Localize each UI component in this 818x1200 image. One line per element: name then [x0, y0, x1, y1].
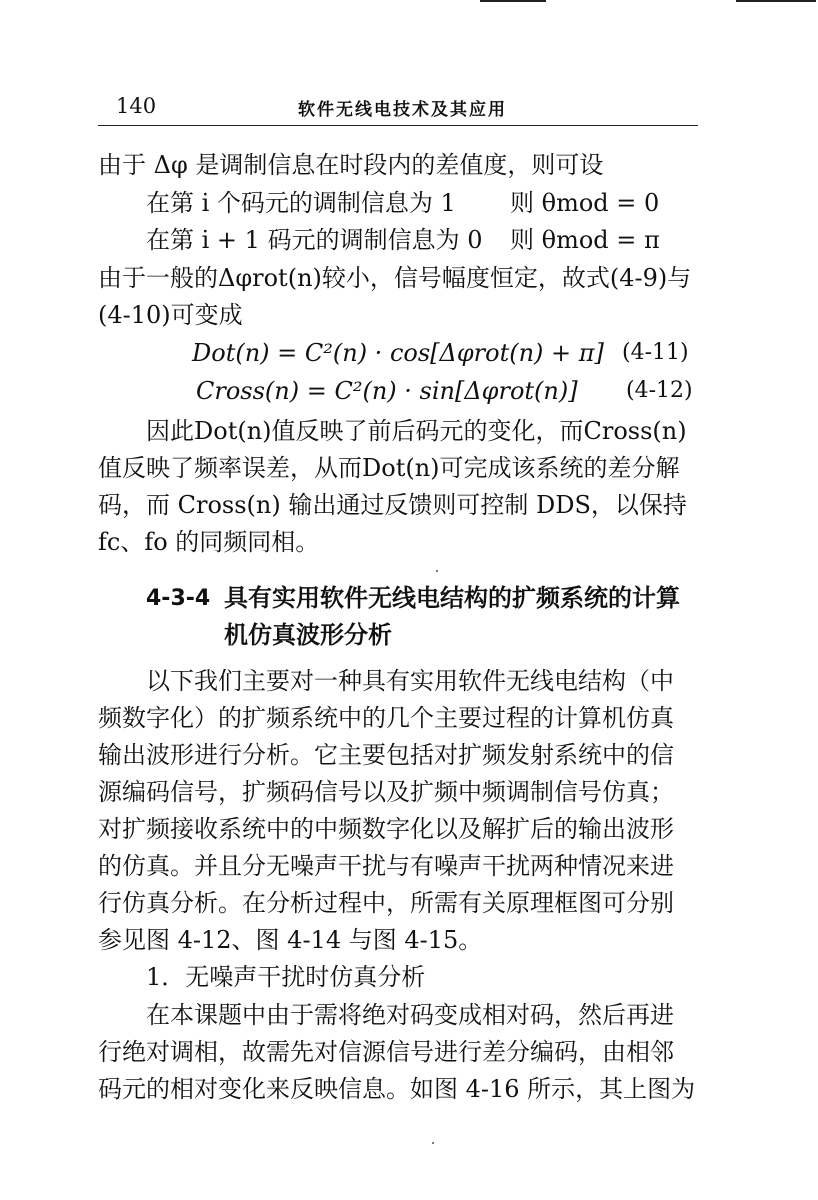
equation-number: (4-11) — [622, 340, 689, 365]
equation — [196, 376, 578, 406]
text-line: 因此Dot(n)值反映了前后码元的变化，而Cross(n) — [146, 417, 687, 445]
running-title: 软件无线电技术及其应用 — [298, 100, 507, 120]
equation-expression: Cross(n) = C²(n) · sin[Δφrot(n)] — [196, 377, 578, 405]
equation-number: (4-12) — [626, 378, 693, 403]
text-line: 行仿真分析。在分析过程中，所需有关原理框图可分别 — [98, 889, 674, 917]
scan-speck — [432, 1142, 434, 1144]
text-line: (4-10)可变成 — [98, 301, 243, 329]
text-line: 的仿真。并且分无噪声干扰与有噪声干扰两种情况来进 — [98, 852, 674, 880]
text-line: 行绝对调相，故需先对信源信号进行差分编码，由相邻 — [98, 1038, 674, 1066]
text-line: 由于 Δφ 是调制信息在时段内的差值度，则可设 — [98, 151, 604, 179]
equation — [192, 338, 604, 368]
text-line: 对扩频接收系统中的中频数字化以及解扩后的输出波形 — [98, 815, 674, 843]
text-line: 源编码信号，扩频码信号以及扩频中频调制信号仿真； — [98, 778, 674, 806]
section-number: 4-3-4 — [146, 586, 211, 611]
subheading: 1．无噪声干扰时仿真分析 — [146, 963, 426, 991]
text-line: 由于一般的Δφrot(n)较小，信号幅度恒定，故式(4-9)与 — [98, 264, 692, 292]
text-line: 码，而 Cross(n) 输出通过反馈则可控制 DDS，以保持 — [98, 491, 687, 519]
text-line: 值反映了频率误差，从而Dot(n)可完成该系统的差分解 — [98, 454, 680, 482]
scan-mark — [480, 0, 546, 2]
section-title: 具有实用软件无线电结构的扩频系统的计算 — [224, 584, 680, 612]
text-line: fc、fo 的同频同相。 — [98, 528, 320, 556]
page-header — [98, 92, 698, 122]
text-line: 输出波形进行分析。它主要包括对扩频发射系统中的信 — [98, 741, 674, 769]
text-line: 参见图 4-12、图 4-14 与图 4-15。 — [98, 926, 483, 954]
page-number: 140 — [116, 94, 157, 118]
text-line: 在本课题中由于需将绝对码变成相对码，然后再进 — [146, 1001, 674, 1029]
text-line: 则 θmod = π — [510, 226, 660, 254]
equation-expression: Dot(n) = C²(n) · cos[Δφrot(n) + π] — [192, 339, 604, 367]
text-line: 码元的相对变化来反映信息。如图 4-16 所示，其上图为 — [98, 1075, 696, 1103]
text-line: 在第 i 个码元的调制信息为 1 — [146, 189, 456, 217]
text-line: 则 θmod = 0 — [510, 189, 660, 217]
scan-mark — [736, 0, 816, 2]
scan-speck — [436, 570, 438, 572]
text-line: 以下我们主要对一种具有实用软件无线电结构（中 — [146, 667, 674, 695]
header-rule — [98, 125, 698, 126]
section-title: 机仿真波形分析 — [224, 621, 392, 649]
text-line: 在第 i + 1 码元的调制信息为 0 — [146, 226, 483, 254]
text-line: 频数字化）的扩频系统中的几个主要过程的计算机仿真 — [98, 704, 674, 732]
